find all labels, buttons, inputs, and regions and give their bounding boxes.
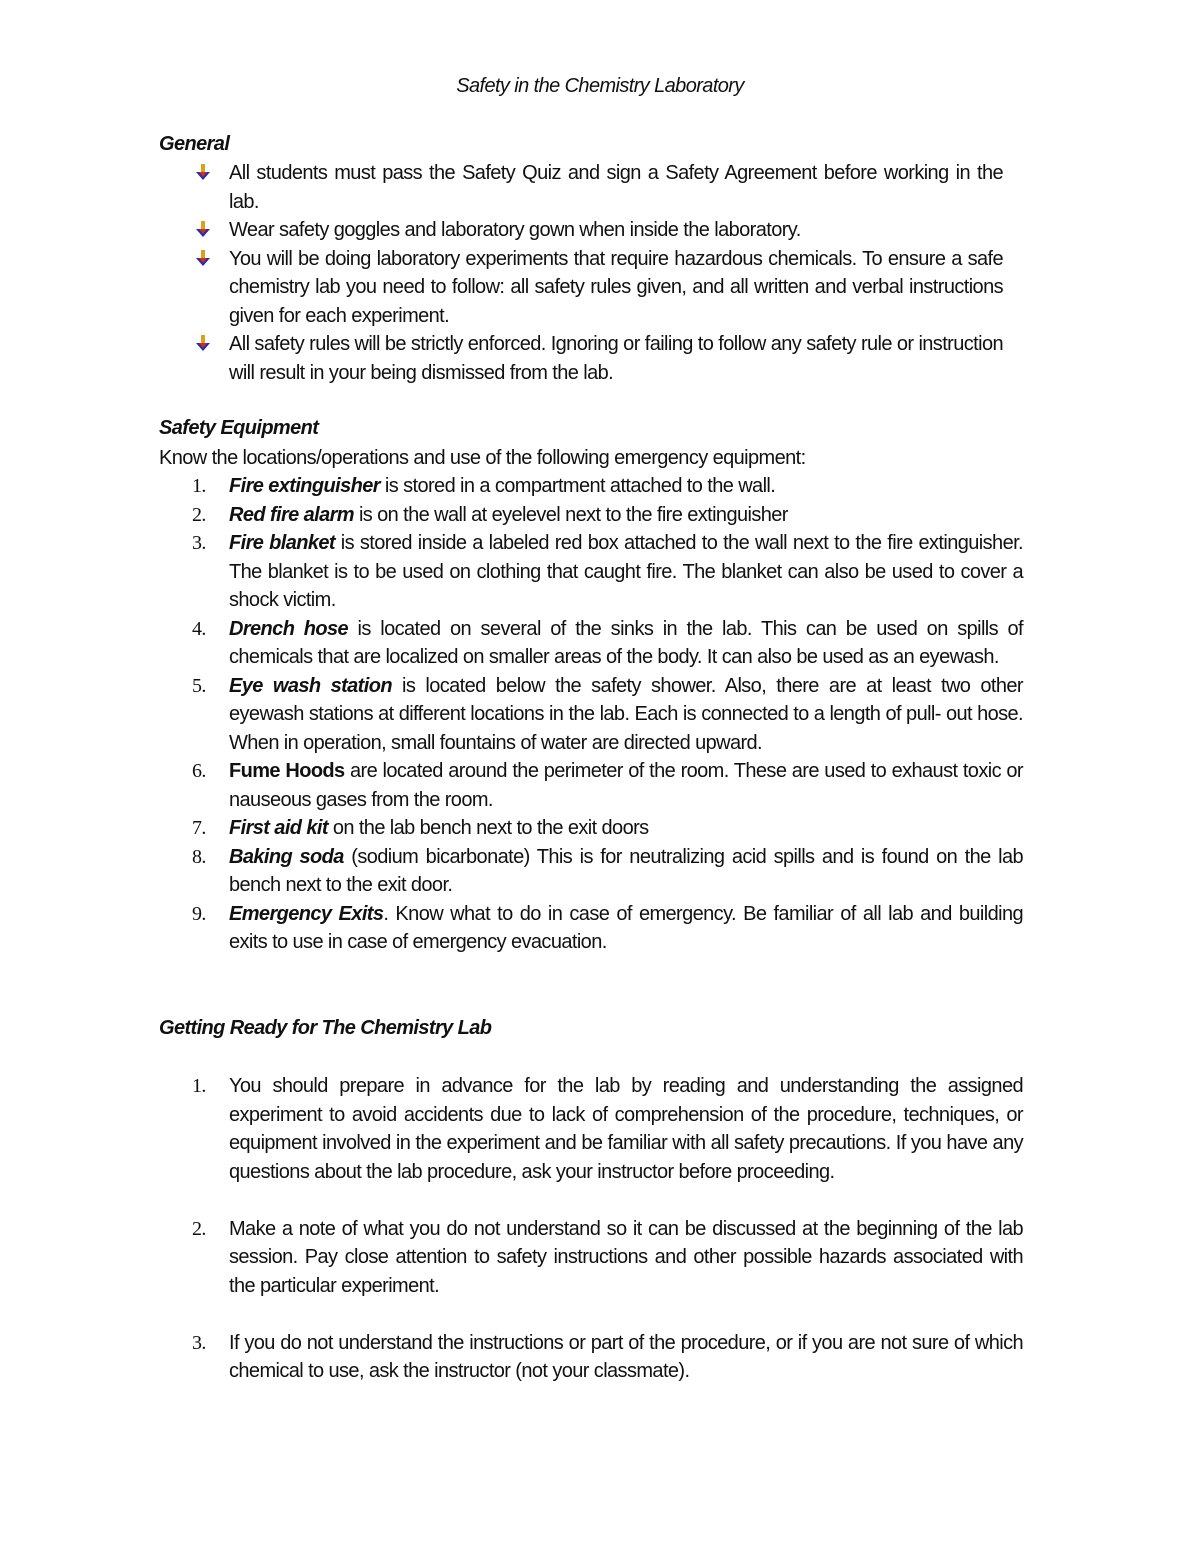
down-arrow-bullet-icon	[194, 250, 212, 268]
list-item	[0, 615, 1023, 672]
list-item	[0, 1329, 1023, 1386]
item-number: 1.	[192, 1075, 206, 1097]
down-arrow-bullet-icon	[194, 335, 212, 353]
bullet-text: You will be doing laboratory experiments that require hazardous chemicals. To ensure a safe chemistry lab you need to follow: all safety rules given, and all written and verbal instructions given for each experiment.	[229, 247, 1003, 327]
section-heading-safety-equipment: Safety Equipment	[159, 417, 319, 439]
item-text: Make a note of what you do not understand so it can be discussed at the beginning of the lab session. Pay close attention to safety instructions and other possible hazards associated with the particular experiment.	[229, 1217, 1023, 1297]
down-arrow-bullet-icon	[194, 164, 212, 182]
list-item	[0, 1215, 1023, 1301]
item-number: 5.	[192, 674, 206, 697]
item-term: Fume Hoods	[229, 760, 345, 782]
list-item	[0, 814, 1023, 843]
bullet-text: Wear safety goggles and laboratory gown when inside the laboratory.	[229, 219, 801, 241]
item-number: 2.	[192, 503, 206, 526]
list-item	[0, 529, 1023, 615]
document-title: Safety in the Chemistry Laboratory	[456, 75, 744, 97]
item-text: is located below the safety shower. Also, there are at least two other eyewash stations at different locations in the lab. Each is connected to a length of pull- out hose. When in operation, small fountains of water are directed upward.	[229, 674, 1023, 754]
item-term: Fire blanket	[229, 532, 335, 554]
item-term: Drench hose	[229, 617, 349, 640]
item-text: is stored in a compartment attached to the wall.	[379, 475, 776, 497]
item-term: Baking soda	[229, 845, 344, 868]
bullet-text: All safety rules will be strictly enforced. Ignoring or failing to follow any safety rule or instruction will result in your being dismissed from the lab.	[229, 333, 1003, 384]
item-number: 6.	[192, 760, 206, 782]
item-number: 3.	[192, 1331, 206, 1354]
item-text: . Know what to do in case of emergency. Be familiar of all lab and building exits to use in case of emergency evacuation.	[229, 902, 1023, 953]
item-text: is located on several of the sinks in the lab. This can be used on spills of chemicals that are localized on smaller areas of the body. It can also be used as an eyewash.	[229, 617, 1023, 668]
item-text: If you do not understand the instructions or part of the procedure, or if you are not sure of which chemical to use, ask the instructor (not your classmate).	[229, 1331, 1023, 1382]
item-number: 1.	[192, 475, 206, 497]
down-arrow-bullet-icon	[194, 221, 212, 239]
list-item	[0, 757, 1023, 814]
bullet-text: All students must pass the Safety Quiz and sign a Safety Agreement before working in the lab.	[229, 162, 1003, 213]
item-text: is stored inside a labeled red box attached to the wall next to the fire extinguisher. The blanket is to be used on clothing that caught fire. The blanket can also be used to cover a shock victim.	[229, 532, 1023, 611]
list-item	[0, 1072, 1023, 1186]
item-number: 9.	[192, 902, 206, 925]
item-text: (sodium bicarbonate) This is for neutralizing acid spills and is found on the lab bench next to the exit door.	[229, 845, 1023, 896]
list-item	[0, 672, 1023, 758]
item-text: You should prepare in advance for the lab by reading and understanding the assigned experiment to avoid accidents due to lack of comprehension of the procedure, techniques, or equipment involved in the experiment and be familiar with all safety precautions. If you have any questions about the lab procedure, ask your instructor before proceeding.	[229, 1075, 1023, 1183]
list-item	[0, 330, 1003, 387]
list-item	[0, 501, 1023, 530]
item-term: Red fire alarm	[229, 503, 354, 526]
list-item	[0, 159, 1003, 216]
equipment-intro: Know the locations/operations and use of the following emergency equipment:	[159, 447, 806, 469]
item-term: Eye wash station	[229, 674, 392, 697]
list-item	[0, 900, 1023, 957]
item-term: Fire extinguisher	[229, 475, 380, 497]
item-term: First aid kit	[229, 817, 328, 839]
item-text: are located around the perimeter of the room. These are used to exhaust toxic or nauseous gases from the room.	[229, 760, 1023, 811]
list-item	[0, 245, 1003, 331]
general-bullet-list	[0, 159, 1003, 387]
item-text: is on the wall at eyelevel next to the fire extinguisher	[354, 503, 788, 526]
list-item	[0, 216, 1003, 245]
item-term: Emergency Exits	[229, 902, 384, 925]
item-number: 2.	[192, 1217, 206, 1240]
section-heading-getting-ready: Getting Ready for The Chemistry Lab	[159, 1017, 492, 1039]
list-item	[0, 843, 1023, 900]
item-number: 3.	[192, 532, 206, 554]
list-item	[0, 472, 1023, 501]
item-number: 7.	[192, 817, 206, 839]
getting-ready-list	[0, 1072, 1023, 1414]
equipment-list	[0, 472, 1023, 957]
section-heading-general: General	[159, 133, 230, 155]
item-number: 4.	[192, 617, 206, 640]
item-text: on the lab bench next to the exit doors	[327, 817, 649, 839]
item-number: 8.	[192, 845, 206, 868]
